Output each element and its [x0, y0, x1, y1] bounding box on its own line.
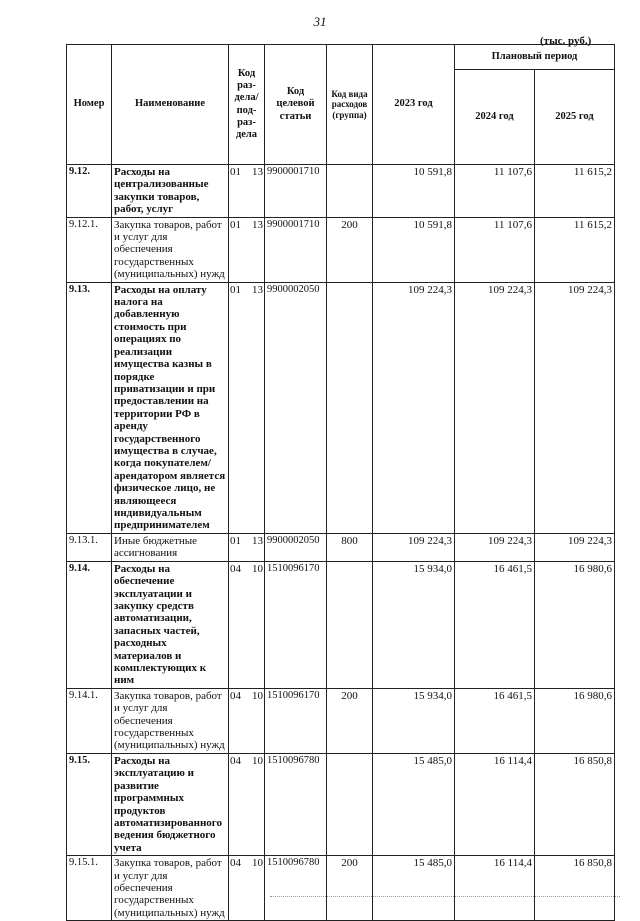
row-number: 9.15.	[67, 753, 112, 855]
row-number: 9.14.	[67, 561, 112, 688]
row-name: Расходы на эксплуатацию и развитие программных продуктов автоматизированного ведения бюджетного учета	[112, 753, 229, 855]
row-number: 9.13.1.	[67, 533, 112, 561]
row-amount-2023: 10 591,8	[373, 217, 455, 282]
row-amount-2023: 109 224,3	[373, 533, 455, 561]
row-article-code: 9900001710	[265, 165, 327, 218]
header-name: Наименование	[112, 45, 229, 165]
row-amount-2024: 109 224,3	[455, 533, 535, 561]
row-name: Расходы на централизованные закупки товаров, работ, услуг	[112, 165, 229, 218]
row-amount-2025: 11 615,2	[535, 165, 615, 218]
row-expense-type	[327, 165, 373, 218]
row-article-code: 1510096170	[265, 561, 327, 688]
row-number: 9.13.	[67, 282, 112, 533]
row-expense-type: 800	[327, 533, 373, 561]
row-subsection: 13	[252, 534, 263, 547]
row-subsection: 13	[252, 283, 263, 296]
row-name: Расходы на обеспечение эксплуатации и закупку средств автоматизации, запасных частей, расходных материалов и комплектующих к ним	[112, 561, 229, 688]
table-row	[67, 217, 615, 282]
row-amount-2023: 10 591,8	[373, 165, 455, 218]
row-name: Закупка товаров, работ и услуг для обеспечения государственных (муниципальных) нужд	[112, 856, 229, 921]
row-section-code	[229, 561, 265, 688]
row-name: Закупка товаров, работ и услуг для обеспечения государственных (муниципальных) нужд	[112, 688, 229, 753]
row-article-code: 9900001710	[265, 217, 327, 282]
header-expense-type: Код вида расходов (группа)	[327, 45, 373, 165]
row-subsection: 13	[252, 218, 263, 231]
table-body	[67, 165, 615, 921]
row-section: 04	[230, 689, 241, 702]
row-amount-2025: 109 224,3	[535, 533, 615, 561]
row-number: 9.12.1.	[67, 217, 112, 282]
row-article-code: 1510096780	[265, 753, 327, 855]
row-subsection: 13	[252, 166, 263, 178]
unit-note: (тыс. руб.)	[540, 35, 592, 47]
table-row	[67, 561, 615, 688]
table-row	[67, 165, 615, 218]
row-section-code	[229, 217, 265, 282]
budget-table	[66, 44, 615, 921]
row-section-code	[229, 282, 265, 533]
header-number: Номер	[67, 45, 112, 165]
row-subsection: 10	[252, 562, 263, 575]
row-amount-2024: 16 461,5	[455, 688, 535, 753]
table-row	[67, 533, 615, 561]
row-article-code: 9900002050	[265, 533, 327, 561]
row-name: Закупка товаров, работ и услуг для обеспечения государственных (муниципальных) нужд	[112, 217, 229, 282]
row-amount-2024: 16 114,4	[455, 856, 535, 921]
row-number: 9.14.1.	[67, 688, 112, 753]
row-amount-2025: 11 615,2	[535, 217, 615, 282]
row-amount-2023: 15 485,0	[373, 753, 455, 855]
row-expense-type	[327, 282, 373, 533]
row-section-code	[229, 753, 265, 855]
row-section: 01	[230, 534, 241, 547]
row-section-code	[229, 165, 265, 218]
row-subsection: 10	[252, 754, 263, 767]
row-expense-type	[327, 561, 373, 688]
row-amount-2023: 15 934,0	[373, 561, 455, 688]
row-section: 04	[230, 754, 241, 767]
row-section: 01	[230, 283, 241, 296]
row-amount-2024: 16 461,5	[455, 561, 535, 688]
table-row	[67, 856, 615, 921]
row-article-code: 9900002050	[265, 282, 327, 533]
header-year-2025: 2025 год	[535, 70, 615, 165]
row-expense-type	[327, 753, 373, 855]
row-article-code: 1510096780	[265, 856, 327, 921]
row-section-code	[229, 856, 265, 921]
row-amount-2024: 11 107,6	[455, 217, 535, 282]
row-amount-2023: 15 485,0	[373, 856, 455, 921]
header-year-2023: 2023 год	[373, 45, 455, 165]
row-amount-2025: 16 850,8	[535, 856, 615, 921]
row-name: Иные бюджетные ассигнования	[112, 533, 229, 561]
page-number: 31	[313, 14, 327, 29]
row-section: 01	[230, 218, 241, 231]
row-amount-2025: 16 980,6	[535, 561, 615, 688]
header-section: Код раз-дела/ под-раз-дела	[229, 45, 265, 165]
row-amount-2025: 16 850,8	[535, 753, 615, 855]
row-number: 9.12.	[67, 165, 112, 218]
footer-divider	[270, 896, 620, 897]
row-section: 04	[230, 562, 241, 575]
row-amount-2025: 16 980,6	[535, 688, 615, 753]
row-amount-2025: 109 224,3	[535, 282, 615, 533]
row-expense-type: 200	[327, 856, 373, 921]
row-amount-2024: 16 114,4	[455, 753, 535, 855]
row-section-code	[229, 533, 265, 561]
row-section: 01	[230, 166, 241, 178]
table-row	[67, 688, 615, 753]
row-amount-2024: 109 224,3	[455, 282, 535, 533]
header-planned-period: Плановый период	[455, 45, 615, 70]
row-number: 9.15.1.	[67, 856, 112, 921]
row-section: 04	[230, 857, 241, 870]
row-expense-type: 200	[327, 688, 373, 753]
header-article: Код целевой статьи	[265, 45, 327, 165]
row-section-code	[229, 688, 265, 753]
row-expense-type: 200	[327, 217, 373, 282]
table-row	[67, 753, 615, 855]
header-year-2024: 2024 год	[455, 70, 535, 165]
row-amount-2023: 109 224,3	[373, 282, 455, 533]
table-row	[67, 282, 615, 533]
row-name: Расходы на оплату налога на добавленную стоимость при операциях по реализации имущества казны в порядке приватизации и при предоставлении на территории РФ в аренду государственного имущества в случае, когда покупателем/арендатором является физическое лицо, не являющееся индивидуальным предпринимателем	[112, 282, 229, 533]
row-amount-2023: 15 934,0	[373, 688, 455, 753]
row-article-code: 1510096170	[265, 688, 327, 753]
row-amount-2024: 11 107,6	[455, 165, 535, 218]
row-subsection: 10	[252, 689, 263, 702]
row-subsection: 10	[252, 857, 263, 870]
